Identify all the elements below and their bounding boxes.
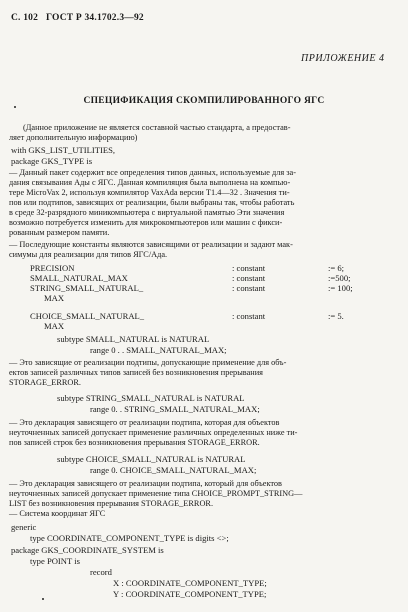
subtype-decl: subtype STRING_SMALL_NATURAL is NATURAL — [57, 393, 245, 403]
const-name: MAX — [44, 293, 65, 303]
intro-line-2: ляет дополнительную информацию) — [9, 133, 138, 142]
const-keyword: : constant — [232, 283, 266, 293]
subtype-range: range 0. . STRING_SMALL_NATURAL_MAX; — [90, 404, 260, 414]
package-decl: package GKS_TYPE is — [11, 156, 93, 166]
para3-line-2: ектов записей различных типов записей без возникновения прерывания — [9, 368, 263, 377]
const-name: SMALL_NATURAL_MAX — [30, 273, 128, 283]
const-keyword: : constant — [232, 311, 266, 321]
const-name: PRECISION — [30, 263, 75, 273]
const-value: := 6; — [328, 263, 345, 273]
para5-line-1: — Это декларация зависящего от реализации подтипа, который для объектов — [9, 479, 282, 488]
para1-line-4: пов или подтипов, зависящих от реализации, были выбраны так, чтобы работать — [9, 198, 295, 207]
const-keyword: : constant — [232, 263, 266, 273]
type-decl: type COORDINATE_COMPONENT_TYPE is digits <>; — [30, 533, 229, 543]
para1-line-3: тере MicroVax 2, используя компилятор VaxAda версии T1.4—32 . Значения ти- — [9, 188, 290, 197]
const-name: CHOICE_SMALL_NATURAL_ — [30, 311, 145, 321]
const-value: :=500; — [328, 273, 351, 283]
para2-line-1: — Последующие константы являются зависящими от реализации и задают мак- — [9, 240, 293, 249]
record-field: Y : COORDINATE_COMPONENT_TYPE; — [113, 589, 267, 599]
with-clause: with GKS_LIST_UTILITIES, — [11, 145, 116, 155]
para1-line-1: — Данный пакет содержит все определения типов данных, используемые для за- — [9, 168, 296, 177]
scan-speck — [14, 106, 16, 108]
para1-line-6: возможно потребуется изменить для микрокомпьютеров или машин с фикси- — [9, 218, 283, 227]
scan-speck — [42, 598, 44, 600]
appendix-label: ПРИЛОЖЕНИЕ 4 — [301, 53, 385, 64]
const-value: := 100; — [328, 283, 353, 293]
page-title: СПЕЦИФИКАЦИЯ СКОМПИЛИРОВАННОГО ЯГС — [83, 96, 325, 106]
package-decl: package GKS_COORDINATE_SYSTEM is — [11, 545, 164, 555]
para1-line-7: рованным размером памяти. — [9, 228, 110, 237]
para4-line-3: пов записей строк без возникновения прерывания STORAGE_ERROR. — [9, 438, 260, 447]
para4-line-2: неуточненных записей допускает применение различных определенных ниже ти- — [9, 428, 298, 437]
const-name: MAX — [44, 321, 65, 331]
record-field: X : COORDINATE_COMPONENT_TYPE; — [113, 578, 267, 588]
subtype-range: range 0 . . SMALL_NATURAL_MAX; — [90, 345, 227, 355]
para3-line-1: — Это зависящие от реализации подтипы, допускающие применение для объ- — [9, 358, 287, 367]
para3-line-3: STORAGE_ERROR. — [9, 378, 81, 387]
intro-line-1: (Данное приложение не является составной частью стандарта, а предостав- — [23, 123, 291, 132]
page-number: С. 102 — [11, 13, 39, 23]
point-type-decl: type POINT is — [30, 556, 80, 566]
subtype-decl: subtype CHOICE_SMALL_NATURAL is NATURAL — [57, 454, 246, 464]
para1-line-5: в среде 32-разрядного миникомпьютера с виртуальной памятью Эти значения — [9, 208, 285, 217]
para2-line-2: симумы для реализации для типов ЯГС/Ада. — [9, 250, 168, 259]
para5-line-2: неуточненных записей допускает применение типа CHOICE_PROMPT_STRING— — [9, 489, 303, 498]
para5-line-3: LIST без возникновения прерывания STORAGE_ERROR. — [9, 499, 214, 508]
generic-keyword: generic — [11, 522, 37, 532]
const-value: := 5. — [328, 311, 344, 321]
record-keyword: record — [90, 567, 112, 577]
para4-line-1: — Это декларация зависящего от реализации подтипа, которая для объектов — [9, 418, 280, 427]
standard-code: ГОСТ Р 34.1702.3—92 — [46, 13, 144, 23]
subtype-decl: subtype SMALL_NATURAL is NATURAL — [57, 334, 210, 344]
para5-line-4: — Система координат ЯГС — [9, 509, 106, 518]
const-keyword: : constant — [232, 273, 266, 283]
para1-line-2: дания связывания Ады с ЯГС. Данная компиляция была выполнена на компью- — [9, 178, 291, 187]
subtype-range: range 0. CHOICE_SMALL_NATURAL_MAX; — [90, 465, 257, 475]
const-name: STRING_SMALL_NATURAL_ — [30, 283, 144, 293]
